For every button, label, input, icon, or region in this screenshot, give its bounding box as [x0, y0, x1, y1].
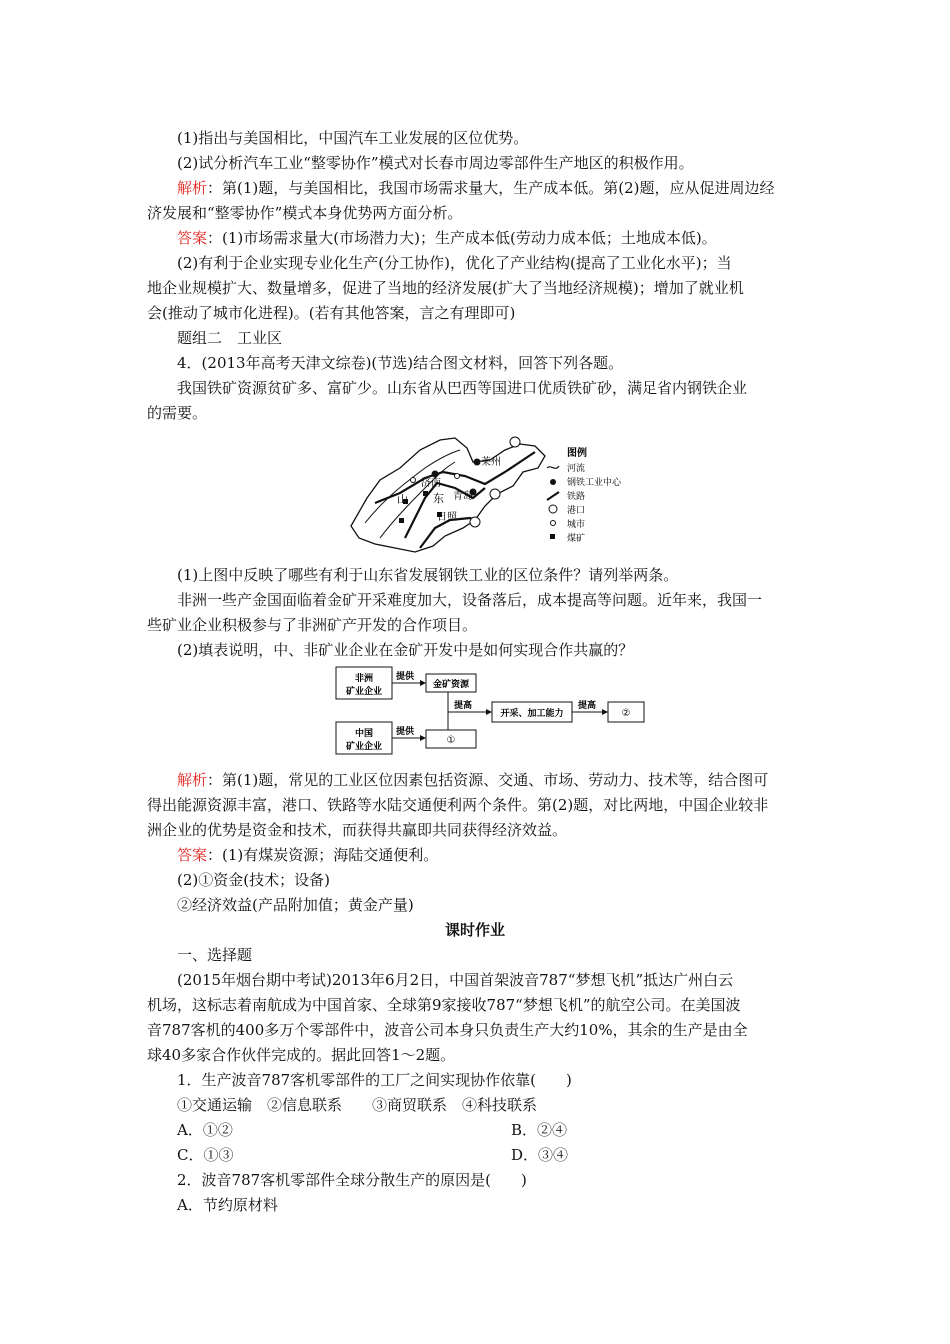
legend-center: 钢铁工业中心: [567, 478, 622, 488]
answer-text-line: 地企业规模扩大、数量增多，促进了当地的经济发展(扩大了当地经济规模)；增加了就业机: [147, 279, 744, 297]
answer-label: 答案: [177, 846, 208, 864]
section-heading: 题组二 工业区: [177, 329, 283, 347]
analysis-paragraph: [177, 178, 775, 198]
option-d: D．③④: [511, 1146, 569, 1164]
port-marker: [490, 489, 500, 499]
analysis-text: ：第(1)题，常见的工业区位因素包括资源、交通、市场、劳动力、技术等，结合图可: [207, 771, 769, 789]
choice-question-2: 2．波音787客机零部件全球分散生产的原因是( ): [177, 1171, 527, 1189]
legend-city-icon: [551, 521, 556, 526]
answer-paragraph: [177, 845, 438, 865]
port-marker: [510, 437, 520, 447]
map-label-shan: 山: [397, 493, 408, 506]
question-2: (2)试分析汽车工业“整零协作”模式对长春市周边零部件生产地区的积极作用。: [177, 154, 694, 172]
legend-city: 城市: [567, 520, 586, 530]
improve-label-1: 提高: [454, 701, 473, 711]
material-text: 非洲一些产金国面临着金矿开采难度加大，设备落后，成本提高等问题。近年来，我国一: [177, 591, 763, 609]
map-label-dong: 东: [433, 492, 444, 505]
legend-rail: 铁路: [567, 492, 586, 502]
city-marker: [411, 478, 416, 483]
blank-1-label: ①: [446, 735, 456, 746]
material-text: 些矿业企业积极参与了非洲矿产开发的合作项目。: [147, 616, 478, 634]
material-text: 我国铁矿资源贫矿多、富矿少。山东省从巴西等国进口优质铁矿砂，满足省内钢铁企业: [177, 379, 748, 397]
material-text: (2015年烟台期中考试)2013年6月2日，中国首架波音787“梦想飞机”抵达广州白云: [177, 971, 734, 989]
option-c: C．①③: [177, 1146, 234, 1164]
steel-center-marker: [432, 471, 439, 478]
cooperation-flowchart: [330, 662, 650, 757]
answer-text-line: (2)有利于企业实现专业化生产(分工协作)，优化了产业结构(提高了工业化水平)；当: [177, 254, 732, 272]
question-4: 4．(2013年高考天津文综卷)(节选)结合图文材料，回答下列各题。: [177, 354, 624, 372]
map-label-qingdao: 青岛: [453, 491, 473, 502]
section-subtitle: 一、选择题: [177, 946, 253, 964]
city-marker: [455, 474, 460, 479]
africa-label-2: 矿业企业: [345, 687, 383, 697]
coal-marker: [399, 518, 404, 523]
analysis-text: ：第(1)题，与美国相比，我国市场需求量大，生产成本低。第(2)题，应从促进周边经: [207, 179, 775, 197]
material-text: 的需要。: [147, 404, 208, 422]
analysis-text-line: 济发展和“整零协作”模式本身优势两方面分析。: [147, 204, 463, 222]
gold-label: 金矿资源: [432, 680, 470, 690]
answer-text-line: 会(推动了城市化进程)。(若有其他答案，言之有理即可): [147, 304, 516, 322]
legend-center-icon: [550, 479, 556, 485]
material-text: 球40多家合作伙伴完成的。据此回答1～2题。: [147, 1046, 456, 1064]
option-b: B．②④: [511, 1121, 568, 1139]
shandong-map: [345, 428, 645, 558]
capacity-label: 开采、加工能力: [500, 709, 564, 719]
answer-text-line: (2)①资金(技术；设备): [177, 871, 330, 889]
answer-text-line: ②经济效益(产品附加值；黄金产量): [177, 896, 414, 914]
answer-label: 答案: [177, 229, 208, 247]
section-title: 课时作业: [444, 921, 505, 939]
choice-question-1: 1．生产波音787客机零部件的工厂之间实现协作依靠( ): [177, 1071, 572, 1089]
answer-text: ：(1)市场需求量大(市场潜力大)；生产成本低(劳动力成本低；土地成本低)。: [207, 229, 717, 247]
analysis-text-line: 得出能源资源丰富，港口、铁路等水陆交通便利两个条件。第(2)题，对比两地，中国企业较非: [147, 796, 769, 814]
option-a: A．节约原材料: [177, 1196, 278, 1214]
answer-paragraph: [177, 228, 717, 248]
answer-text: ：(1)有煤炭资源；海陆交通便利。: [207, 846, 439, 864]
analysis-label: 解析: [177, 179, 208, 197]
arrow-head: [486, 709, 492, 715]
material-text: 机场，这标志着南航成为中国首家、全球第9家接收787“梦想飞机”的航空公司。在美国波: [147, 996, 741, 1014]
arrow-head: [602, 709, 608, 715]
legend-river: 河流: [567, 464, 586, 474]
legend-port-icon: [549, 505, 557, 513]
choice-items: ①交通运输 ②信息联系 ③商贸联系 ④科技联系: [177, 1096, 538, 1114]
coal-marker: [423, 491, 428, 496]
legend-coal-icon: [550, 534, 555, 539]
improve-label-2: 提高: [578, 701, 597, 711]
legend-river-icon: [547, 466, 559, 468]
china-label-1: 中国: [354, 729, 374, 739]
analysis-label: 解析: [177, 771, 208, 789]
steel-center-marker: [474, 459, 481, 466]
map-label-laizhou: 莱州: [481, 457, 501, 468]
material-text: 音787客机的400多万个零部件中，波音公司本身只负责生产大约10%，其余的生产是由全: [147, 1021, 748, 1039]
arrow-head: [420, 680, 426, 686]
map-label-jinan: 济南: [421, 478, 441, 489]
map-label-rizhao: 日照: [437, 512, 457, 523]
arrow-head: [420, 735, 426, 741]
legend-title: 图例: [567, 448, 587, 459]
port-marker: [470, 517, 480, 527]
legend-coal: 煤矿: [567, 534, 586, 544]
africa-label-1: 非洲: [354, 674, 374, 684]
provide-label-2: 提供: [396, 727, 415, 737]
legend-port: 港口: [567, 506, 586, 516]
china-label-2: 矿业企业: [345, 742, 383, 752]
provide-label-1: 提供: [396, 672, 415, 682]
question-4-2: (2)填表说明，中、非矿业企业在金矿开发中是如何实现合作共赢的？: [177, 641, 634, 659]
analysis-text-line: 洲企业的优势是资金和技术，而获得共赢即共同获得经济效益。: [147, 821, 568, 839]
blank-2-label: ②: [621, 708, 631, 719]
option-a: A．①②: [177, 1121, 233, 1139]
legend-rail-icon: [547, 492, 559, 500]
question-4-1: (1)上图中反映了哪些有利于山东省发展钢铁工业的区位条件？请列举两条。: [177, 566, 679, 584]
analysis-paragraph: [177, 770, 768, 790]
question-1: (1)指出与美国相比，中国汽车工业发展的区位优势。: [177, 129, 529, 147]
